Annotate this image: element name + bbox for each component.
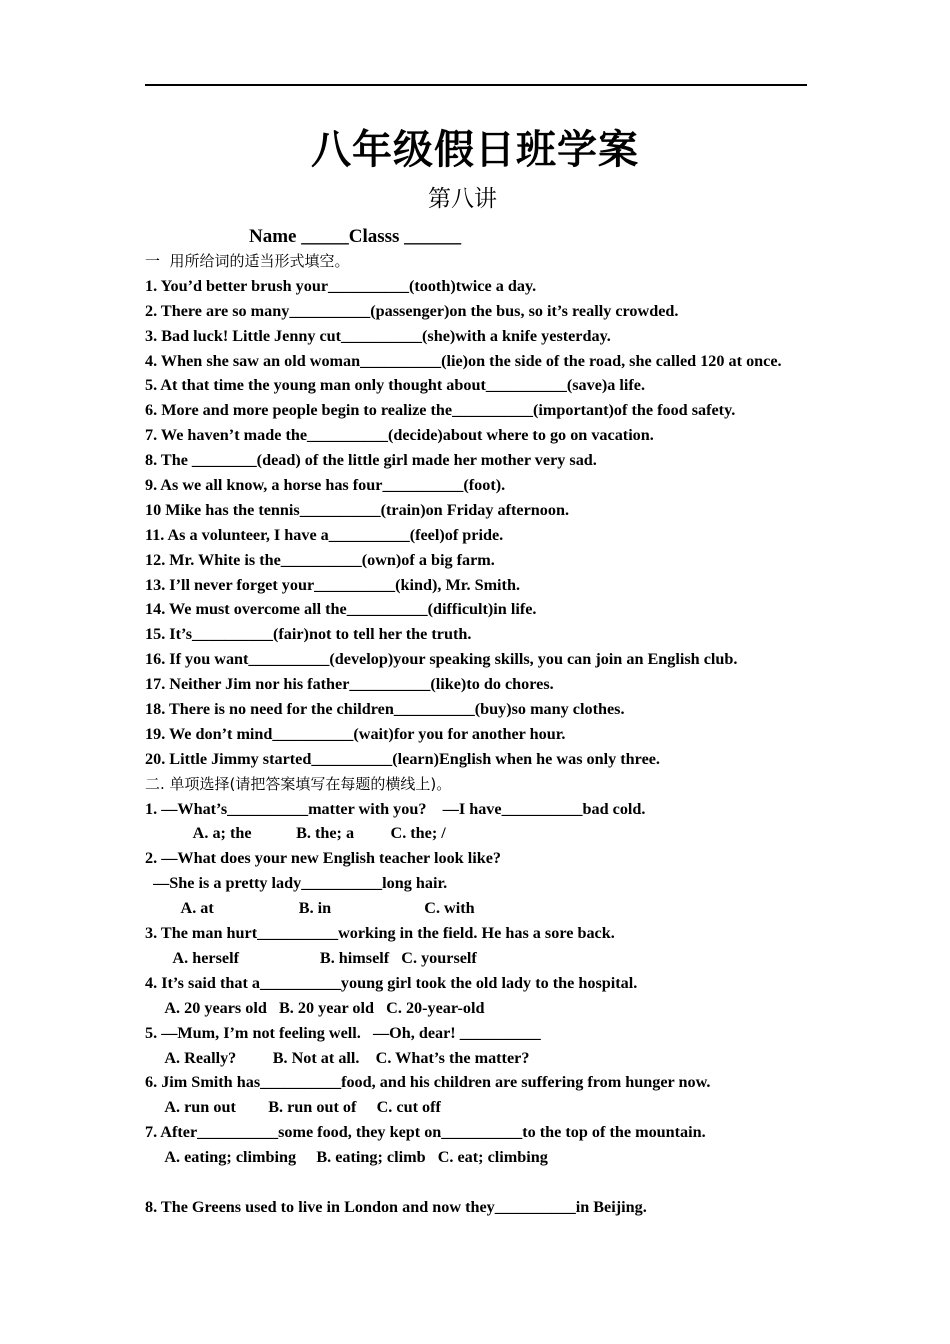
section2-heading: 二. 单项选择(请把答案填写在每题的横线上)。	[145, 774, 452, 793]
fill-item: 16. If you want__________(develop)your speaking skills, you can join an English club.	[145, 650, 738, 669]
choice-options: A. at B. in C. with	[145, 899, 475, 918]
choice-options: A. 20 years old B. 20 year old C. 20-year-old	[145, 998, 485, 1017]
name-class-line: Name _____Classs ______	[249, 226, 462, 247]
fill-item: 12. Mr. White is the__________(own)of a big farm.	[145, 550, 495, 569]
fill-item: 18. There is no need for the children__________(buy)so many clothes.	[145, 700, 625, 719]
choice-question: 7. After__________some food, they kept on__________to the top of the mountain.	[145, 1123, 706, 1142]
header-rule	[145, 84, 807, 86]
fill-item: 14. We must overcome all the__________(difficult)in life.	[145, 600, 537, 619]
choice-options: A. Really? B. Not at all. C. What’s the matter?	[145, 1048, 530, 1067]
fill-item: 8. The ________(dead) of the little girl made her mother very sad.	[145, 451, 597, 470]
choice-options: A. herself B. himself C. yourself	[145, 948, 477, 967]
fill-item: 11. As a volunteer, I have a__________(feel)of pride.	[145, 525, 504, 544]
fill-item: 19. We don’t mind__________(wait)for you for another hour.	[145, 724, 566, 743]
choice-options: A. eating; climbing B. eating; climb C. eat; climbing	[145, 1148, 548, 1167]
fill-item: 9. As we all know, a horse has four__________(foot).	[145, 476, 506, 495]
fill-item: 15. It’s__________(fair)not to tell her the truth.	[145, 625, 472, 644]
fill-item: 3. Bad luck! Little Jenny cut__________(she)with a knife yesterday.	[145, 326, 611, 345]
fill-item: 17. Neither Jim nor his father__________(like)to do chores.	[145, 675, 554, 694]
lecture-subtitle: 第八讲	[428, 186, 497, 212]
fill-item: 2. There are so many__________(passenger)on the bus, so it’s really crowded.	[145, 301, 679, 320]
choice-question: 5. —Mum, I’m not feeling well. —Oh, dear! __________	[145, 1023, 541, 1042]
choice-question: 1. —What’s__________matter with you? —I have__________bad cold.	[145, 799, 646, 818]
choice-question: 3. The man hurt__________working in the field. He has a sore back.	[145, 924, 615, 943]
section1-heading: 一 用所给词的适当形式填空。	[145, 252, 350, 270]
choice-question: —She is a pretty lady__________long hair.	[145, 874, 448, 893]
worksheet-body	[145, 249, 825, 1220]
fill-item: 6. More and more people begin to realize the__________(important)of the food safety.	[145, 401, 736, 420]
fill-item: 4. When she saw an old woman__________(lie)on the side of the road, she called 120 at once.	[145, 351, 782, 370]
choice-question: 2. —What does your new English teacher look like?	[145, 849, 502, 868]
blank-line	[145, 1170, 825, 1195]
page-title: 八年级假日班学案	[311, 127, 639, 173]
choice-question: 6. Jim Smith has__________food, and his children are suffering from hunger now.	[145, 1073, 711, 1092]
choice-question: 8. The Greens used to live in London and now they__________in Beijing.	[145, 1197, 647, 1216]
fill-item: 5. At that time the young man only thought about__________(save)a life.	[145, 376, 646, 395]
fill-item: 10 Mike has the tennis__________(train)on Friday afternoon.	[145, 500, 570, 519]
choice-options: A. run out B. run out of C. cut off	[145, 1098, 441, 1117]
fill-item: 7. We haven’t made the__________(decide)about where to go on vacation.	[145, 426, 654, 445]
choice-question: 4. It’s said that a__________young girl took the old lady to the hospital.	[145, 973, 638, 992]
fill-item: 13. I’ll never forget your__________(kind), Mr. Smith.	[145, 575, 520, 594]
fill-item: 20. Little Jimmy started__________(learn)English when he was only three.	[145, 749, 660, 768]
fill-item: 1. You’d better brush your__________(tooth)twice a day.	[145, 276, 537, 295]
choice-options: A. a; the B. the; a C. the; /	[145, 824, 446, 843]
